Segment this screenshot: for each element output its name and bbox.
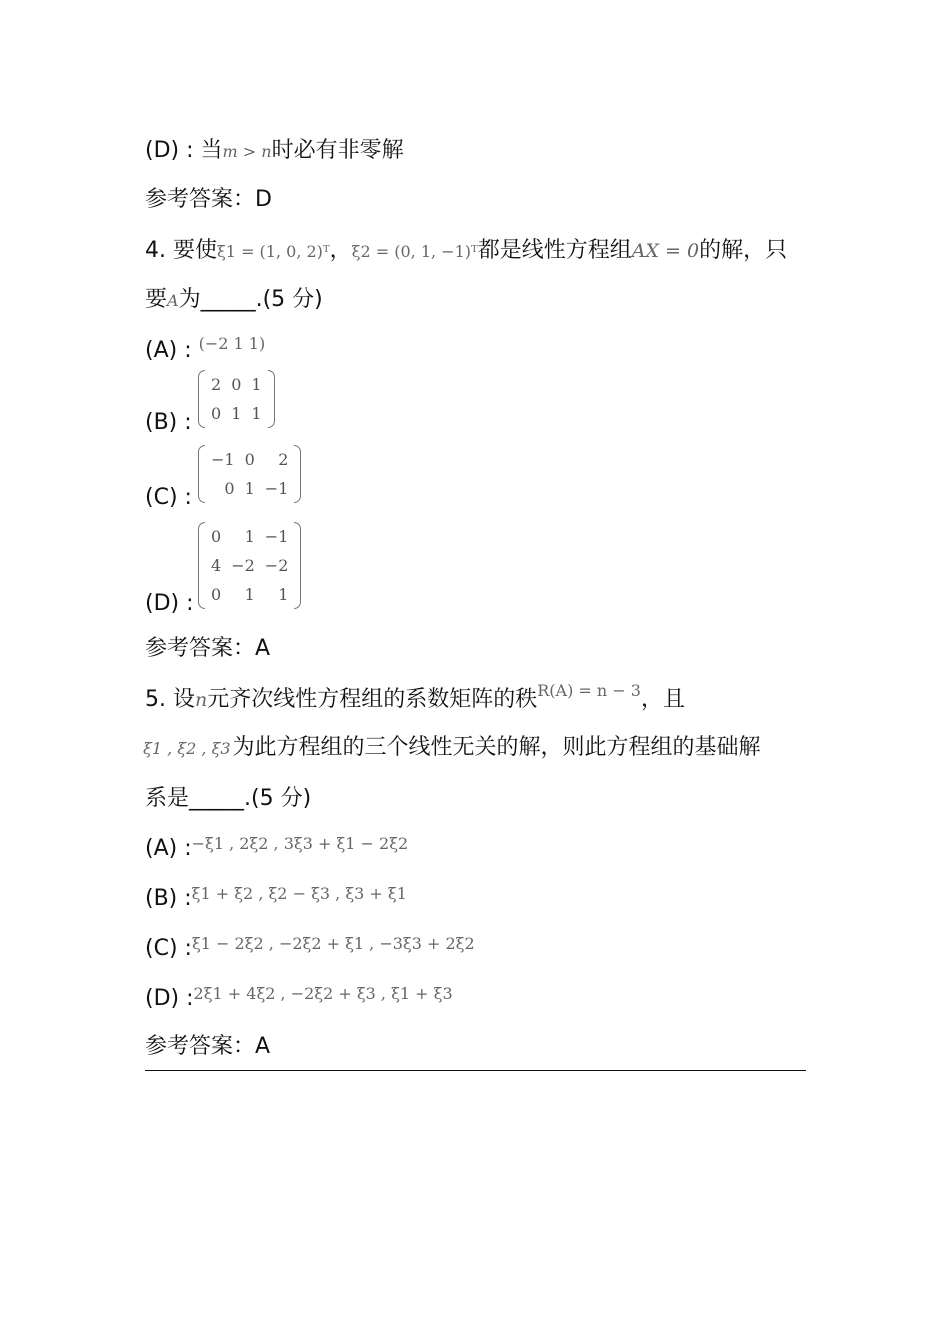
matrix-cell: −1 — [264, 479, 289, 498]
matrix-row — [206, 474, 293, 503]
matrix-cell: 1 — [244, 527, 255, 546]
math-option-a: −ξ1 , 2ξ2 , 3ξ3 + ξ1 − 2ξ2 — [191, 834, 409, 853]
matrix-cell: −1 — [211, 450, 235, 469]
q4-prefix: 4. 要使 — [145, 238, 217, 263]
math-xis: ξ1 , ξ2 , ξ3 — [143, 739, 231, 758]
q4-stem-line2 — [145, 285, 323, 316]
separator: ， — [329, 238, 352, 263]
matrix-cell: 1 — [278, 585, 289, 604]
matrix-cell: 2 — [211, 375, 222, 394]
q3-option-d — [145, 136, 404, 167]
q4-stem-line1 — [145, 236, 787, 267]
q5-option-a — [145, 834, 408, 865]
matrix-cell: 0 — [224, 479, 235, 498]
math-rank: R(A) = n − 3 — [537, 681, 641, 700]
matrix-cell: 0 — [211, 585, 222, 604]
matrix-cell: 1 — [231, 404, 242, 423]
math-equation: AX = 0 — [631, 240, 700, 262]
q5-mid: 元齐次线性方程组的系数矩阵的秩 — [207, 687, 538, 712]
matrix-row — [206, 399, 267, 428]
option-text: 时必有非零解 — [271, 138, 404, 163]
q5-option-c — [145, 934, 475, 965]
math-n: n — [194, 689, 208, 711]
q4-option-b-label: (B) : — [145, 410, 192, 435]
q4-mid: 都是线性方程组 — [477, 238, 632, 263]
matrix-cell: 2 — [278, 450, 289, 469]
matrix-cell: −1 — [264, 527, 289, 546]
matrix-cell: 0 — [244, 450, 255, 469]
q5-stem-line2 — [145, 733, 761, 764]
option-label: (C) : — [145, 936, 192, 961]
math-option-c: ξ1 − 2ξ2 , −2ξ2 + ξ1 , −3ξ3 + 2ξ2 — [191, 934, 475, 953]
q4-option-c-label: (C) : — [145, 485, 192, 510]
matrix-cell: 1 — [251, 404, 262, 423]
matrix-row — [206, 370, 267, 399]
matrix-cell: 4 — [211, 556, 222, 575]
right-bracket — [294, 445, 301, 503]
q3-answer: 参考答案：D — [145, 187, 272, 212]
matrix-row — [206, 522, 293, 551]
right-bracket — [294, 522, 301, 609]
q5-answer: 参考答案：A — [145, 1034, 271, 1059]
q5-stem-line3: 系是_____.(5 分) — [145, 786, 312, 811]
matrix-row — [206, 551, 293, 580]
divider — [145, 1070, 806, 1071]
matrix-cell: 1 — [244, 479, 255, 498]
matrix-cell: 1 — [244, 585, 255, 604]
matrix-cell: 0 — [211, 527, 222, 546]
left-bracket — [198, 445, 205, 503]
option-label: (A) : — [145, 836, 192, 861]
matrix-b — [198, 370, 275, 432]
matrix-cell: 0 — [211, 404, 222, 423]
q5-line2: 为此方程组的三个线性无关的解，则此方程组的基础解 — [232, 735, 761, 760]
left-bracket — [198, 522, 205, 609]
q5-option-b — [145, 884, 407, 915]
q5-stem-line1 — [145, 681, 685, 716]
q4-line2-b: 为_____.(5 分) — [178, 287, 323, 312]
math-A: A — [167, 291, 179, 310]
right-bracket — [268, 370, 275, 428]
matrix-cell: 0 — [231, 375, 242, 394]
matrix-cell: −2 — [264, 556, 289, 575]
math-row-vector: (−2 1 1) — [198, 334, 266, 353]
option-label: (D) : 当 — [145, 138, 223, 163]
q4-option-a — [145, 336, 265, 367]
matrix-row — [206, 445, 293, 474]
q5-end: ，且 — [640, 687, 685, 712]
q4-line2-a: 要 — [145, 287, 168, 312]
q4-answer: 参考答案：A — [145, 636, 271, 661]
left-bracket — [198, 370, 205, 428]
matrix-cell: 1 — [251, 375, 262, 394]
matrix-cell: −2 — [231, 556, 255, 575]
q5-prefix: 5. 设 — [145, 687, 195, 712]
math-inequality: m > n — [222, 142, 272, 161]
math-xi2: ξ2 = (0, 1, −1)ᵀ — [351, 242, 478, 261]
math-option-d: 2ξ1 + 4ξ2 , −2ξ2 + ξ3 , ξ1 + ξ3 — [193, 984, 453, 1003]
math-xi1: ξ1 = (1, 0, 2)ᵀ — [216, 242, 330, 261]
option-label: (D) : — [145, 986, 194, 1011]
option-label: (B) : — [145, 886, 192, 911]
q4-option-d-label: (D) : — [145, 591, 194, 616]
option-label: (A) : — [145, 338, 192, 363]
math-option-b: ξ1 + ξ2 , ξ2 − ξ3 , ξ3 + ξ1 — [191, 884, 407, 903]
q4-end: 的解，只 — [699, 238, 788, 263]
matrix-row — [206, 580, 293, 609]
matrix-d — [198, 522, 301, 613]
q5-option-d — [145, 984, 453, 1015]
matrix-c — [198, 445, 301, 507]
